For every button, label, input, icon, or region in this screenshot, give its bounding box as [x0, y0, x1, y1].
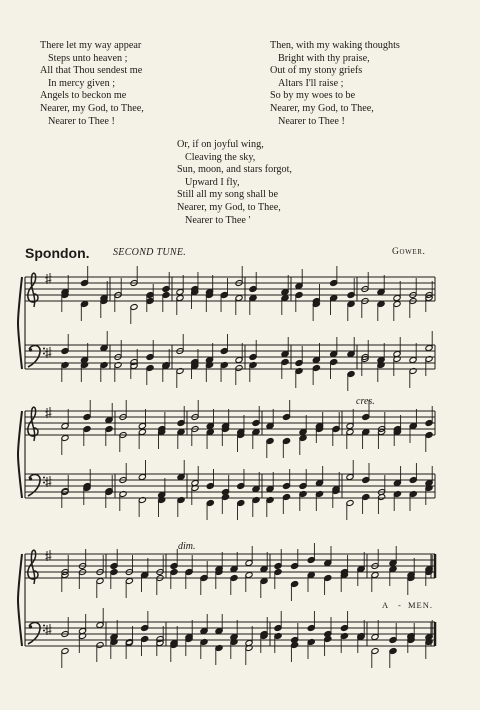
verse-line: Nearer to Thee ! [48, 115, 115, 127]
verse-line: Upward I fly, [185, 176, 240, 188]
sharp-icon [46, 273, 52, 284]
verse-line: Altars I'll raise ; [278, 77, 344, 89]
verse-line: Bright with thy praise, [278, 52, 370, 64]
verse-line: Nearer, my God, to Thee, [270, 102, 374, 114]
sharp-icon [46, 407, 52, 418]
treble-clef-icon [28, 273, 38, 307]
brace-icon [18, 277, 22, 369]
amen-dash: - [398, 600, 402, 610]
verse-line: Then, with my waking thoughts [270, 40, 400, 51]
verse-line: Angels to beckon me [40, 90, 127, 102]
verse-line: Nearer to Thee ! [278, 115, 345, 127]
bass-clef-icon [43, 630, 45, 632]
amen-a: A [382, 600, 390, 610]
verse-line: Out of my stony griefs [270, 65, 363, 77]
verse-line: Nearer to Thee ' [185, 214, 251, 226]
brace-icon [18, 411, 22, 498]
composer-name: Gower. [392, 247, 426, 257]
verse-line: Or, if on joyful wing, [177, 139, 264, 150]
tune-subtitle: SECOND TUNE. [113, 247, 187, 258]
sharp-icon [46, 476, 52, 487]
bass-clef-icon [43, 482, 45, 484]
dim-mark: dim. [178, 541, 196, 552]
sharp-icon [46, 624, 52, 635]
verse-line: Sun, moon, and stars forgot, [177, 164, 292, 176]
verse-line: There let my way appear [40, 40, 142, 51]
verse-line: Cleaving the sky, [185, 151, 256, 163]
verse-line: Nearer, my God, to Thee, [177, 201, 281, 213]
bass-clef-icon [29, 477, 32, 480]
verse-line: Steps unto heaven ; [48, 52, 128, 64]
amen-men: MEN. [408, 600, 434, 610]
bass-clef-icon [43, 477, 45, 479]
brace-icon [18, 554, 22, 646]
verse-line: All that Thou sendest me [40, 65, 143, 77]
verse-line: So by my woes to be [270, 90, 356, 102]
verse-line: In mercy given ; [48, 77, 116, 89]
bass-clef-icon [43, 348, 45, 350]
tune-name: Spondon. [25, 245, 90, 261]
bass-clef-icon [43, 625, 45, 627]
bass-clef-icon [43, 353, 45, 355]
sharp-icon [46, 347, 52, 358]
bass-clef-icon [29, 348, 32, 351]
verse-line: Nearer, my God, to Thee, [40, 102, 144, 114]
bass-clef-icon [29, 625, 32, 628]
treble-clef-icon [28, 407, 38, 441]
verse-line: Still all my song shall be [177, 189, 279, 201]
cres-mark: cres. [356, 396, 375, 407]
treble-clef-icon [28, 550, 38, 584]
sharp-icon [46, 550, 52, 561]
